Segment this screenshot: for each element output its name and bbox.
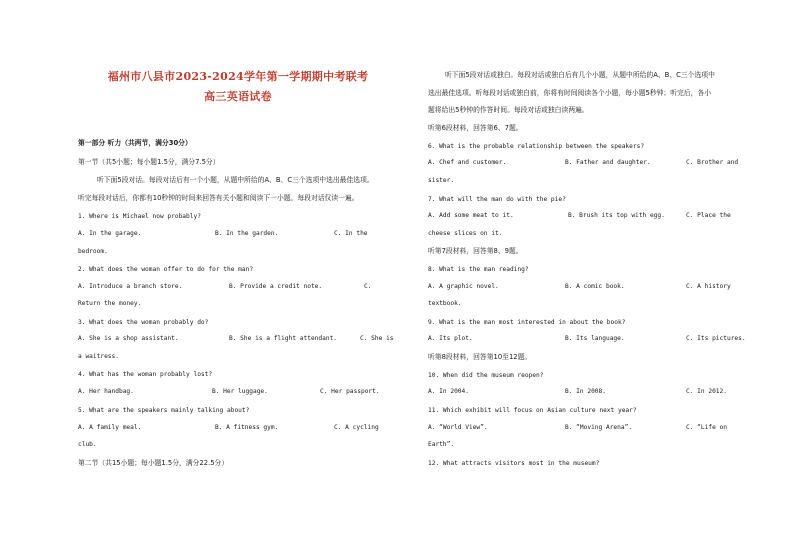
q2-option-c: C. [364,283,372,290]
question-9: 9. What is the man most interested in about the book? [428,319,626,326]
q8-option-c: C. A history [686,283,731,290]
q9-option-a: A. Its plot. [428,335,473,342]
q9-option-c: C. Its pictures. [686,335,746,342]
q11-option-b: B. “Moving Arena”. [565,424,633,431]
q1-option-a: A. In the garage. [78,230,142,237]
section2-instruction-1: 听下面5段对话或独白。每段对话或独白后有几个小题，从题中所给的A、B、C三个选项中 [445,71,715,79]
question-5: 5. What are the speakers mainly talking about? [78,407,250,414]
q7-option-c: C. Place the [686,212,731,219]
q7-option-c-cont: cheese slices on it. [428,230,503,237]
section2-heading: 第二节（共15小题；每小题1.5分，满分22.5分） [78,459,229,467]
question-2: 2. What does the woman offer to do for the man? [78,266,254,273]
q10-option-c: C. In 2012. [686,388,727,395]
question-1: 1. Where is Michael now probably? [78,213,201,220]
q4-option-a: A. Her handbag. [78,388,134,395]
question-10: 10. When did the museum reopen? [428,372,544,379]
q3-option-c: C. She is [360,335,394,342]
question-6: 6. What is the probable relationship between the speakers? [428,143,645,150]
material-8-heading: 听第8段材料，回答第10至12题。 [428,353,532,361]
q8-option-b: B. A comic book. [565,283,625,290]
q9-option-b: B. Its language. [565,335,625,342]
q7-option-b: B. Brush its top with egg. [568,212,665,219]
q11-option-c: C. “Life on [686,424,727,431]
section1-heading: 第一节（共5小题；每小题1.5分，满分7.5分） [78,158,220,166]
q6-option-a: A. Chef and customer. [428,159,507,166]
section2-instruction-3: 题将给出5秒钟的作答时间。每段对话或独白读两遍。 [428,106,589,114]
q6-option-c-cont: sister. [428,177,455,184]
q2-option-c-cont: Return the money. [78,300,142,307]
question-8: 8. What is the man reading? [428,266,529,273]
q7-option-a: A. Add some meat to it. [428,212,514,219]
material-6-heading: 听第6段材料，回答第6、7题。 [428,124,523,132]
q3-option-b: B. She is a flight attendant. [229,335,338,342]
q11-option-c-cont: Earth”. [428,441,455,448]
q1-option-c-cont: bedroom. [78,248,108,255]
exam-subtitle: 高三英语试卷 [204,90,272,103]
section1-instruction-1: 听下面5段对话。每段对话后有一个小题，从题中所给的A、B、C三个选项中选出最佳选项。 [97,176,374,184]
q3-option-a: A. She is a shop assistant. [78,335,179,342]
question-11: 11. Which exhibit will focus on Asian culture next year? [428,407,637,414]
q4-option-c: C. Her passport. [320,388,380,395]
material-7-heading: 听第7段材料，回答第8、9题。 [428,247,523,255]
exam-title: 福州市八县市2023-2024学年第一学期期中考联考 [107,70,369,83]
q6-option-c: C. Brother and [686,159,739,166]
question-12: 12. What attracts visitors most in the museum? [428,460,600,467]
q2-option-b: B. Provide a credit note. [229,283,323,290]
q5-option-c-cont: club. [78,441,97,448]
q10-option-b: B. In 2008. [565,388,606,395]
q4-option-b: B. Her luggage. [212,388,268,395]
q8-option-c-cont: textbook. [428,300,462,307]
q1-option-c: C. In the [334,230,368,237]
question-3: 3. What does the woman probably do? [78,319,209,326]
section1-instruction-2: 听完每段对话后，你都有10秒钟的时间来回答有关小题和阅读下一小题。每段对话仅读一遍。 [78,194,359,202]
q11-option-a: A. “World View”. [428,424,488,431]
question-4: 4. What has the woman probably lost? [78,371,213,378]
q5-option-c: C. A cycling [334,424,379,431]
question-7: 7. What will the man do with the pie? [428,196,566,203]
q6-option-b: B. Father and daughter. [565,159,651,166]
part1-heading: 第一部分 听力（共两节，满分30分） [78,139,192,147]
q3-option-c-cont: a waitress. [78,353,119,360]
q2-option-a: A. Introduce a branch store. [78,283,183,290]
section2-instruction-2: 选出最佳选项。听每段对话或独白前，你将有时间阅读各个小题，每小题5秒钟；听完后，各小 [428,89,711,97]
q5-option-a: A. A family meal. [78,424,142,431]
q10-option-a: A. In 2004. [428,388,469,395]
q1-option-b: B. In the garden. [215,230,279,237]
q5-option-b: B. A fitness gym. [215,424,279,431]
q8-option-a: A. A graphic novel. [428,283,499,290]
